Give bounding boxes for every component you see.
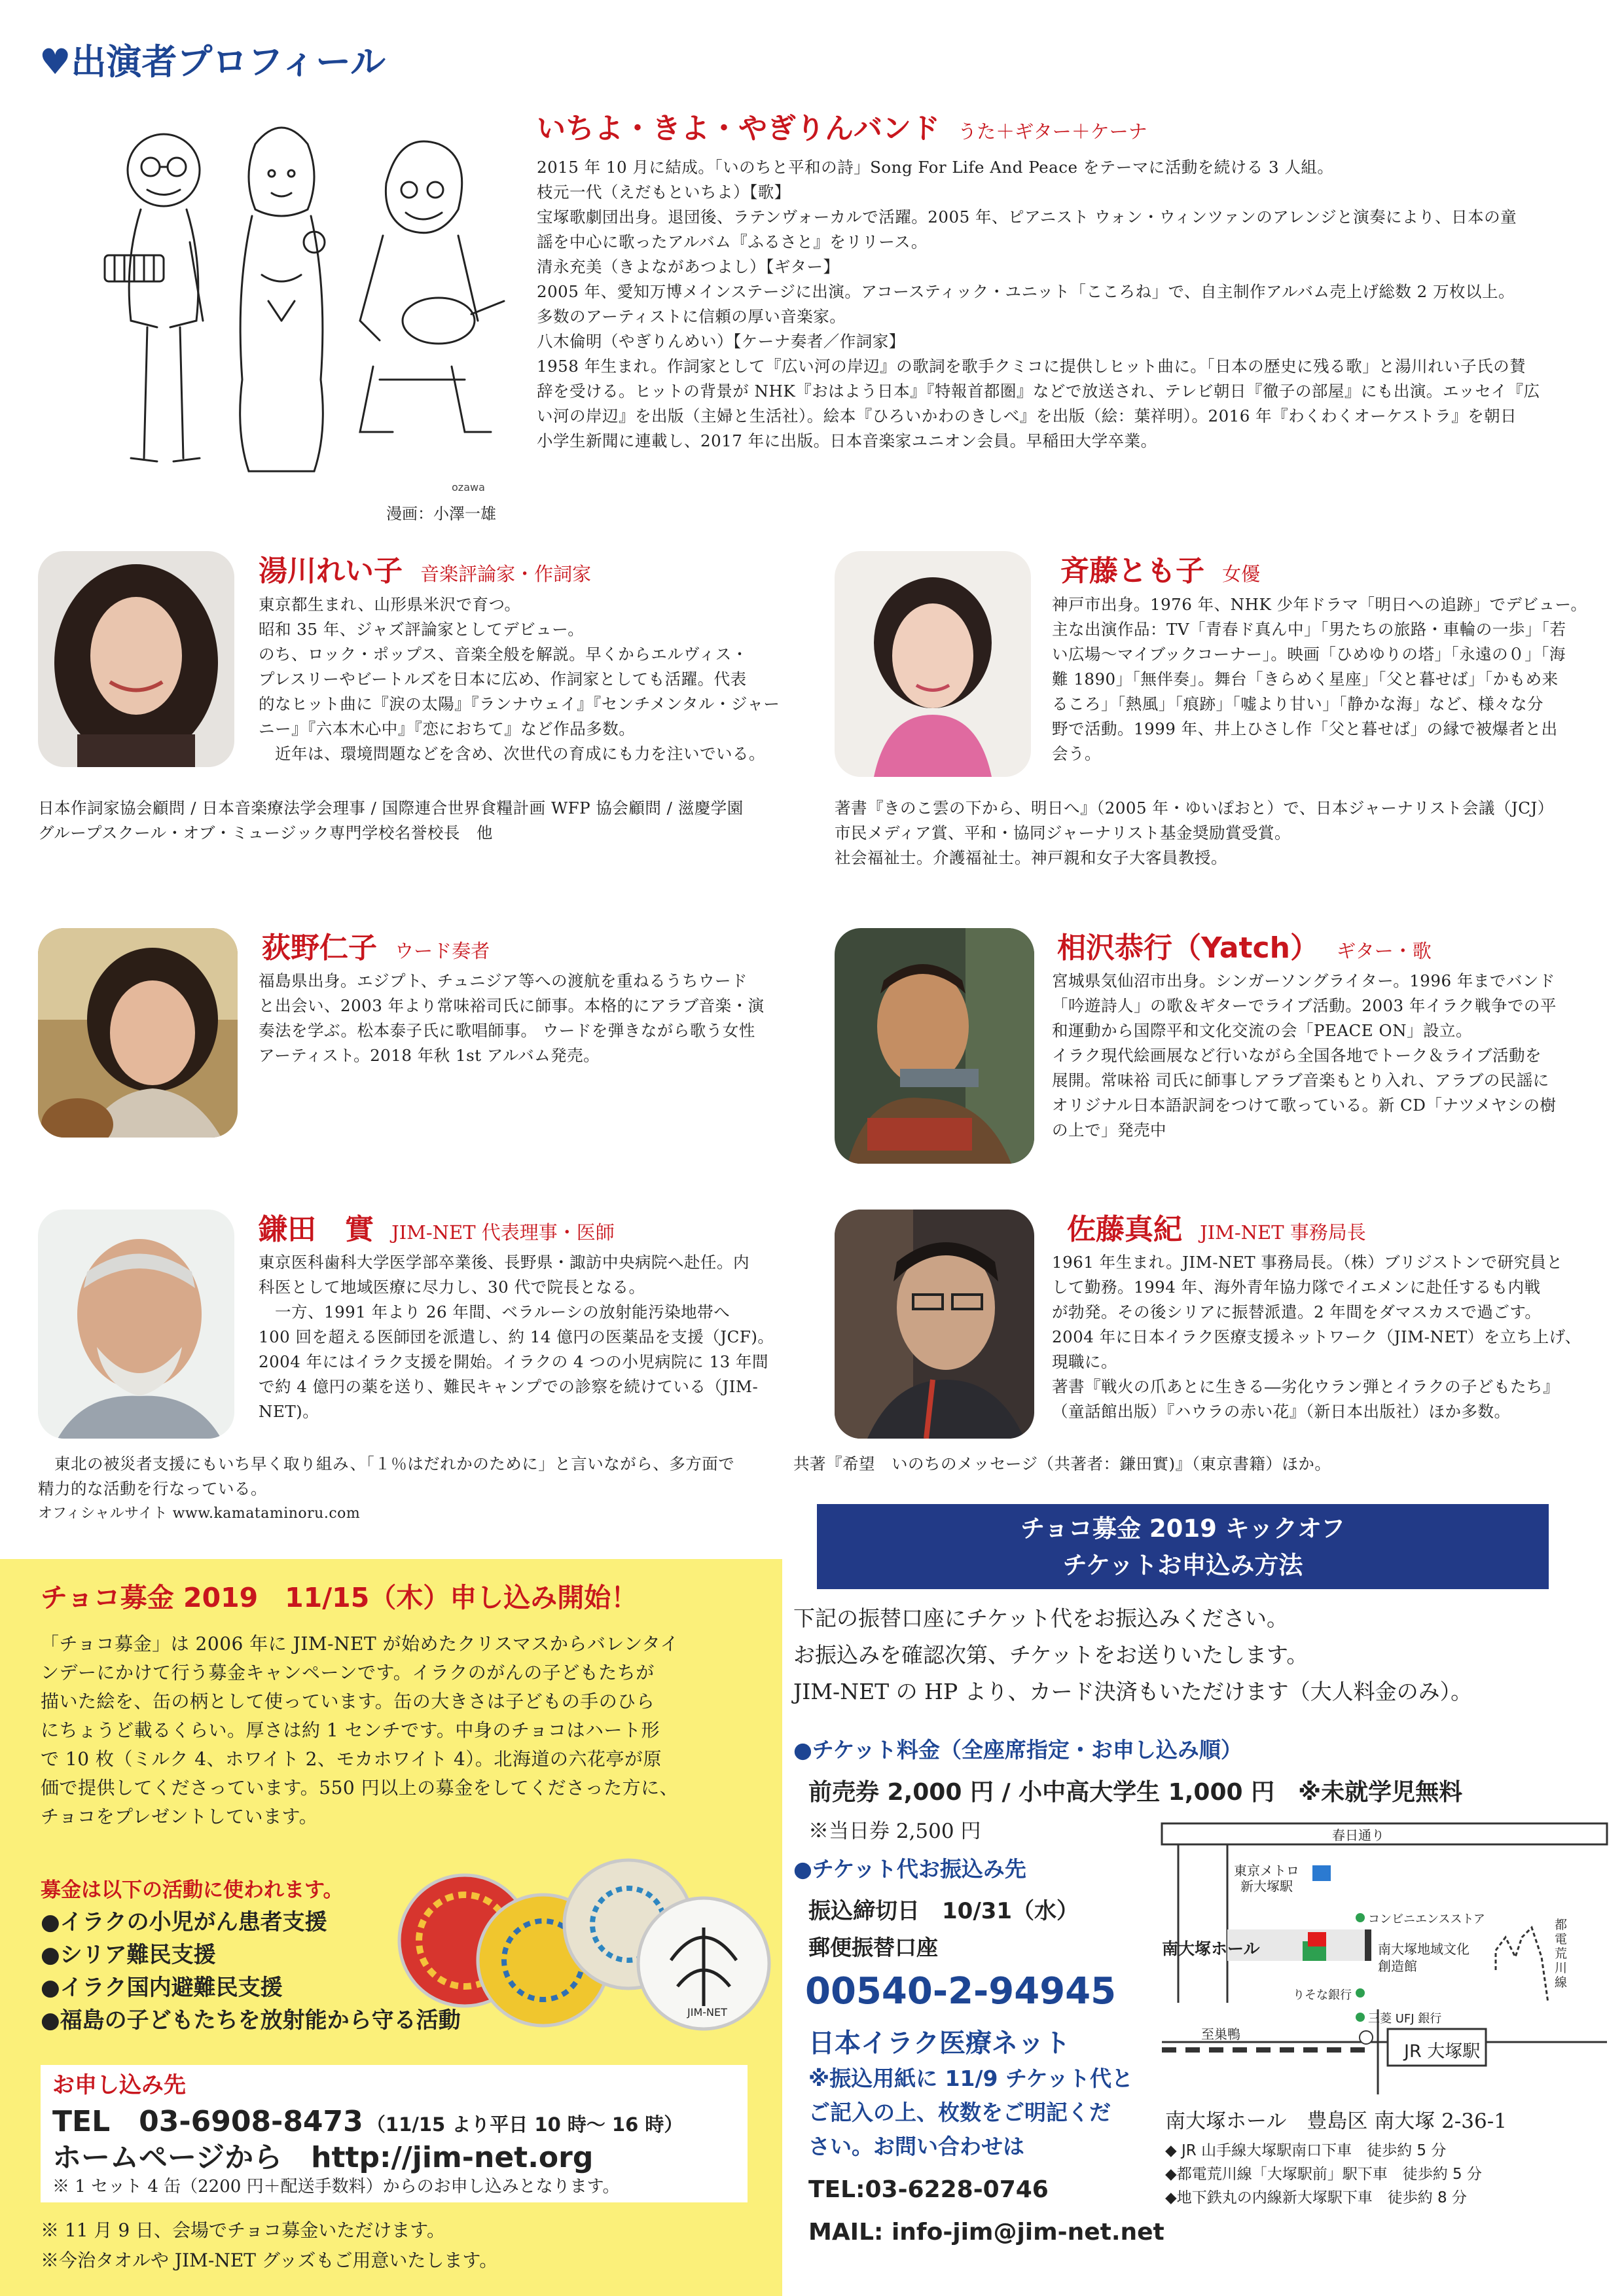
map-metro-1: 東京メトロ xyxy=(1234,1863,1299,1878)
saito-line: 主な出演作品：TV「青春ド真ん中」「男たちの旅路・車輪の一歩」「若 xyxy=(1052,620,1566,639)
ticket-header-box xyxy=(817,1504,1549,1589)
aizawa-line: オリジナル日本語訳詞をつけて歌っている。新 CD「ナツメヤシの樹 xyxy=(1052,1096,1557,1115)
choco-use-item: ●イラク国内避難民支援 xyxy=(41,1975,283,2001)
yukawa-line: 的なヒット曲に『涙の太陽』『ランナウェイ』『センチメンタル・ジャー xyxy=(259,694,780,713)
band-line: 多数のアーティストに信頼の厚い音楽家。 xyxy=(537,307,846,326)
band-name: いちよ・きよ・やぎりんバンド xyxy=(537,112,940,145)
map-bank-2: 三菱 UFJ 銀行 xyxy=(1368,2012,1442,2026)
ogino-role: ウード奏者 xyxy=(395,940,490,962)
ticket-pay-note-line: さい。お問い合わせは xyxy=(808,2134,1024,2159)
kamata-line: NET)。 xyxy=(259,1402,319,1421)
choco-use-item: ●シリア難民支援 xyxy=(41,1942,216,1968)
venue-access-line: ◆都電荒川線「大塚駅前」駅下車 徒歩約 5 分 xyxy=(1165,2166,1482,2183)
choco-notes xyxy=(41,2215,497,2276)
sato-line: 著書『戦火の爪あとに生きる―劣化ウラン弾とイラクの子どもたち』 xyxy=(1052,1377,1559,1396)
map-street-top: 春日通り xyxy=(1332,1827,1384,1843)
ticket-pay-note xyxy=(808,2062,1133,2164)
kamata-line: 一方、1991 年より 26 年間、ベラルーシの放射能汚染地帯へ xyxy=(259,1302,731,1321)
aizawa-line: 「吟遊詩人」の歌＆ギターでライブ活動。2003 年イラク戦争での平 xyxy=(1052,996,1557,1015)
choco-line: 「チョコ募金」は 2006 年に JIM-NET が始めたクリスマスからバレンタイ xyxy=(41,1633,679,1655)
band-line: 2005 年、愛知万博メインステージに出演。アコースティック・ユニット「こころね」で、自主制作アルバム売上げ総数 2 万枚以上。 xyxy=(537,282,1515,301)
ogino-line: 福島県出身。エジプト、チュニジア等への渡航を重ねるうちウード xyxy=(259,971,748,990)
venue-access-line: ◆ JR 山手線大塚駅南口下車 徒歩約 5 分 xyxy=(1165,2142,1447,2159)
sato-role: JIM-NET 事務局長 xyxy=(1200,1221,1366,1244)
choco-line: 描いた絵を、缶の柄として使っています。缶の大きさは子どもの手のひら xyxy=(41,1691,655,1712)
saito-line: 野で活動。1999 年、井上ひさし作「父と暮せば」の縁で被爆者と出 xyxy=(1052,719,1558,738)
ticket-account-number: 00540-2-94945 xyxy=(805,1970,1117,2013)
yukawa-line: 日本作詞家協会顧問 / 日本音楽療法学会理事 / 国際連合世界食糧計画 WFP 協会顧問 / 滋慶学園 xyxy=(38,798,744,817)
yukawa-name: 湯川れい子 xyxy=(259,554,403,588)
band-role: うた＋ギター＋ケーナ xyxy=(958,120,1147,143)
saito-line: るころ」「熱風」「痕跡」「嘘より甘い」「静かな海」など、様々な分 xyxy=(1052,694,1543,713)
yukawa-line: プレスリーやビートルズを日本に広め、作詞家としても活躍。代表 xyxy=(259,670,747,689)
saito-line: 難 1890」「無伴奏」。舞台「きらめく星座」「父と暮せば」「かもめ来 xyxy=(1052,670,1559,689)
kamata-profile xyxy=(259,1250,808,1424)
sato-line: が勃発。その後シリアに振替派遣。2 年間をダマスカスで過ごす。 xyxy=(1052,1302,1542,1321)
can-label: JIM-NET xyxy=(687,2006,727,2018)
band-line: 1958 年生まれ。作詞家として『広い河の岸辺』の歌詞を歌手クミコに提供しヒット曲に。「日本の歴史に残る歌」と湯川れい子氏の賛 xyxy=(537,357,1526,376)
band-line: 枝元一代（えだもといちよ）【歌】 xyxy=(537,183,791,202)
choco-cans-illustration xyxy=(396,1856,776,2032)
choco-line: で 10 枚（ミルク 4、ホワイト 2、モカホワイト 4）。北海道の六花亭が原 xyxy=(41,1748,662,1770)
band-line: い河の岸辺』を出版（主婦と生活社）。絵本『ひろいかわのきしべ』を出版（絵：葉祥明）。2016 年『わくわくオーケストラ』を朝日 xyxy=(537,406,1517,425)
venue-address: 南大塚ホール 豊島区 南大塚 2-36-1 xyxy=(1165,2109,1507,2133)
kamata-line: 100 回を超える医師団を派遣し、約 14 億円の医薬品を支援（JCF)。 xyxy=(259,1327,774,1346)
aizawa-line: 和運動から国際平和文化交流の会「PEACE ON」設立。 xyxy=(1052,1021,1473,1040)
kamata-line: 東北の被災者支援にもいち早く取り組み、「１％はだれかのために」と言いながら、多方面で xyxy=(38,1454,735,1473)
aizawa-line: の上で」発売中 xyxy=(1052,1121,1166,1139)
yukawa-line: 近年は、環境問題などを含め、次世代の育成にも力を注いでいる。 xyxy=(259,744,766,763)
yukawa-photo xyxy=(38,551,234,767)
ogino-profile xyxy=(259,969,808,1068)
saito-name: 斉藤とも子 xyxy=(1060,554,1204,588)
ogino-heading xyxy=(262,924,490,966)
kamata-line: 科医として地域医療に尽力し、30 代で院長となる。 xyxy=(259,1278,645,1297)
map-hall: 南大塚ホール xyxy=(1162,1939,1260,1958)
ogino-photo xyxy=(38,928,238,1138)
ogino-line: アーティスト。2018 年秋 1st アルバム発売。 xyxy=(259,1046,600,1065)
saito-heading xyxy=(1060,547,1260,589)
sato-photo xyxy=(835,1210,1034,1439)
band-profile xyxy=(537,155,1584,454)
band-line: 八木倫明（やぎりんめい）【ケーナ奏者／作詞家】 xyxy=(537,332,905,351)
ticket-account-name: 日本イラク医療ネット xyxy=(808,2028,1070,2058)
aizawa-profile xyxy=(1052,969,1602,1143)
sato-line: 共著『希望 いのちのメッセージ（共著者：鎌田實)』（東京書籍）ほか。 xyxy=(793,1454,1331,1473)
yukawa-role: 音楽評論家・作詞家 xyxy=(420,563,592,585)
caricature-caption: 漫画：小澤一雄 xyxy=(386,505,496,523)
choco-uses-title: 募金は以下の活動に使われます。 xyxy=(41,1878,344,1902)
yukawa-profile xyxy=(259,592,808,766)
contact-tel-note: （11/15 より平日 10 時〜 16 時） xyxy=(366,2113,683,2136)
contact-homepage: ホームページから http://jim-net.org xyxy=(52,2141,594,2174)
aizawa-role: ギター・歌 xyxy=(1337,940,1432,962)
saito-line: い広場〜マイブックコーナー」。映画「ひめゆりの塔」「永遠の０」「海 xyxy=(1052,645,1566,664)
map-convenience-store: コンビニエンスストア xyxy=(1368,1912,1485,1926)
venue-access xyxy=(1165,2139,1482,2210)
ticket-header-line-1: チョコ募金 2019 キックオフ xyxy=(1020,1515,1345,1543)
kamata-photo xyxy=(38,1210,234,1439)
saito-line: 神戸市出身。1976 年、NHK 少年ドラマ「明日への追跡」でデビュー。 xyxy=(1052,595,1587,614)
venue-map xyxy=(1155,1813,1614,2094)
kamata-name: 鎌田 實 xyxy=(259,1213,374,1246)
ticket-mail: MAIL: info-jim@jim-net.net xyxy=(808,2219,1164,2246)
saito-role: 女優 xyxy=(1222,563,1261,585)
saito-line: 市民メディア賞、平和・協同ジャーナリスト基金奨励賞受賞。 xyxy=(835,823,1291,842)
band-line: 宝塚歌劇団出身。退団後、ラテンヴォーカルで活躍。2005 年、ピアニスト ウォン・ウィンツァンのアレンジと演奏により、日本の童 xyxy=(537,207,1517,226)
ticket-door-price: ※当日券 2,500 円 xyxy=(808,1820,981,1843)
kamata-profile-cont xyxy=(38,1452,810,1526)
aizawa-line: 宮城県気仙沼市出身。シンガーソングライター。1996 年までバンド xyxy=(1052,971,1555,990)
ticket-pay-title: ●チケット代お振込み先 xyxy=(793,1856,1026,1882)
band-line: 清永充美（きよながあつよし）【ギター】 xyxy=(537,257,840,276)
contact-set-note: ※ 1 セット 4 缶（2200 円＋配送手数料）からのお申し込みとなります。 xyxy=(52,2177,620,2197)
saito-profile-cont xyxy=(835,796,1607,870)
sato-line: 現職に。 xyxy=(1052,1352,1117,1371)
kamata-line: 精力的な活動を行なっている。 xyxy=(38,1479,267,1498)
sato-line: 2004 年に日本イラク医療支援ネットワーク（JIM-NET）を立ち上げ、 xyxy=(1052,1327,1581,1346)
ticket-tel: TEL:03-6228-0746 xyxy=(808,2176,1049,2203)
yukawa-line: 昭和 35 年、ジャズ評論家としてデビュー。 xyxy=(259,620,585,639)
ticket-price-title: ●チケット料金（全座席指定・お申し込み順） xyxy=(793,1737,1242,1763)
map-street-bottom: 至巣鴨 xyxy=(1201,2026,1240,2042)
map-center-2: 創造館 xyxy=(1378,1958,1417,1974)
ogino-line: と出会い、2003 年より常味裕司氏に師事。本格的にアラブ音楽・演 xyxy=(259,996,765,1015)
map-jr-station: JR 大塚駅 xyxy=(1404,2041,1481,2062)
yukawa-line: グループスクール・オブ・ミュージック専門学校名誉校長 他 xyxy=(38,823,493,842)
aizawa-line: 展開。常味裕 司氏に師事しアラブ音楽もとり入れ、アラブの民謡に xyxy=(1052,1071,1549,1090)
choco-use-item: ●イラクの小児がん患者支援 xyxy=(41,1909,327,1935)
choco-line: にちょうど載るくらい。厚さは約 1 センチです。中身のチョコはハート形 xyxy=(41,1719,660,1741)
ticket-intro-line: JIM-NET の HP より、カード決済もいただけます（大人料金のみ）。 xyxy=(793,1679,1473,1704)
ticket-account-label: 郵便振替口座 xyxy=(808,1935,938,1960)
aizawa-line: イラク現代絵画展など行いながら全国各地でトーク＆ライブ活動を xyxy=(1052,1046,1542,1065)
choco-use-item: ●福島の子どもたちを放射能から守る活動 xyxy=(41,2007,461,2034)
sato-line: 1961 年生まれ。JIM-NET 事務局長。（株）ブリジストンで研究員と xyxy=(1052,1253,1563,1272)
sato-name: 佐藤真紀 xyxy=(1067,1213,1182,1246)
ticket-deadline: 振込締切日 10/31（水） xyxy=(808,1898,1079,1924)
ticket-intro xyxy=(793,1600,1612,1710)
yukawa-profile-cont xyxy=(38,796,810,846)
kamata-site: オフィシャルサイト www.kamataminoru.com xyxy=(38,1505,361,1522)
band-heading xyxy=(537,105,1147,147)
svg-text:ozawa: ozawa xyxy=(452,481,485,493)
choco-line: チョコをプレゼントしています。 xyxy=(41,1806,318,1827)
map-metro-2: 新大塚駅 xyxy=(1240,1878,1293,1894)
choco-note: ※今治タオルや JIM-NET グッズもご用意いたします。 xyxy=(41,2250,498,2271)
sato-profile xyxy=(1052,1250,1602,1424)
ticket-price-line: 前売券 2,000 円 / 小中高大学生 1,000 円 ※未就学児無料 xyxy=(808,1779,1463,1806)
sato-line: して勤務。1994 年、海外青年協力隊でイエメンに赴任するも内戦 xyxy=(1052,1278,1541,1297)
band-line: 2015 年 10 月に結成。「いのちと平和の詩」Song For Life And Peace をテーマに活動を続ける 3 人組。 xyxy=(537,158,1334,177)
yukawa-line: ニー』『六本木心中』『恋におちて』など作品多数。 xyxy=(259,719,636,738)
ogino-name: 荻野仁子 xyxy=(262,931,377,965)
map-tram-line: 都電荒川線 xyxy=(1555,1918,1568,1990)
band-caricature xyxy=(85,105,511,497)
aizawa-heading xyxy=(1057,924,1432,966)
band-line: 謡を中心に歌ったアルバム『ふるさと』をリリース。 xyxy=(537,232,928,251)
choco-description xyxy=(41,1630,774,1831)
sato-line: （童話館出版）『ハウラの赤い花』（新日本出版社）ほか多数。 xyxy=(1052,1402,1511,1421)
contact-tel: TEL 03-6908-8473 xyxy=(52,2105,363,2138)
choco-line: ンデーにかけて行う募金キャンペーンです。イラクのがんの子どもたちが xyxy=(41,1662,655,1683)
sato-heading xyxy=(1067,1206,1366,1247)
page-title: ♥出演者プロフィール xyxy=(39,41,386,82)
ticket-pay-note-line: ※振込用紙に 11/9 チケット代と xyxy=(808,2066,1134,2091)
kamata-heading xyxy=(259,1206,615,1247)
yukawa-line: のち、ロック・ポップス、音楽全般を解説。早くからエルヴィス・ xyxy=(259,645,748,664)
kamata-role: JIM-NET 代表理事・医師 xyxy=(391,1221,615,1244)
saito-line: 社会福祉士。介護福祉士。神戸親和女子大客員教授。 xyxy=(835,848,1227,867)
venue-access-line: ◆地下鉄丸の内線新大塚駅下車 徒歩約 8 分 xyxy=(1165,2189,1467,2206)
ticket-pay-note-line: ご記入の上、枚数をご明記くだ xyxy=(808,2100,1111,2125)
ticket-intro-line: 下記の振替口座にチケット代をお振込みください。 xyxy=(793,1605,1289,1631)
sato-profile-cont xyxy=(793,1452,1605,1477)
ogino-line: 奏法を学ぶ。松本泰子氏に歌唱師事。 ウードを弾きながら歌う女性 xyxy=(259,1021,755,1040)
saito-profile xyxy=(1052,592,1602,766)
band-line: 小学生新聞に連載し、2017 年に出版。日本音楽家ユニオン会員。早稲田大学卒業。 xyxy=(537,431,1157,450)
map-bank-1: りそな銀行 xyxy=(1293,1988,1352,2002)
band-line: 辞を受ける。ヒットの背景が NHK『おはよう日本』『特報首都圏』などで放送され、テレビ朝日『徹子の部屋』にも出演。エッセイ『広 xyxy=(537,382,1540,401)
map-center-1: 南大塚地域文化 xyxy=(1378,1941,1470,1957)
saito-line: 著書『きのこ雲の下から、明日へ』（2005 年・ゆいぽおと）で、日本ジャーナリスト会議（JCJ） xyxy=(835,798,1554,817)
choco-note: ※ 11 月 9 日、会場でチョコ募金いただけます。 xyxy=(41,2219,445,2241)
saito-photo xyxy=(835,551,1031,777)
ticket-intro-line: お振込みを確認次第、チケットをお送りいたします。 xyxy=(793,1642,1308,1668)
yukawa-line: 東京都生まれ、山形県米沢で育つ。 xyxy=(259,595,521,614)
kamata-line: 東京医科歯科大学医学部卒業後、長野県・諏訪中央病院へ赴任。内 xyxy=(259,1253,749,1272)
ticket-header-line-2: チケットお申込み方法 xyxy=(1062,1551,1303,1579)
aizawa-name: 相沢恭行（Yatch） xyxy=(1057,931,1319,965)
choco-line: 価で提供してくださっています。550 円以上の募金をしてくださった方に、 xyxy=(41,1777,679,1799)
choco-title: チョコ募金 2019 11/15（木）申し込み開始！ xyxy=(41,1582,638,1613)
saito-line: 会う。 xyxy=(1052,744,1101,763)
aizawa-photo xyxy=(835,928,1034,1164)
contact-title: お申し込み先 xyxy=(52,2072,186,2098)
yukawa-heading xyxy=(259,547,591,589)
kamata-line: 2004 年にはイラク支援を開始。イラクの 4 つの小児病院に 13 年間 xyxy=(259,1352,769,1371)
kamata-line: で約 4 億円の薬を送り、難民キャンプでの診察を続けている（JIM- xyxy=(259,1377,759,1396)
